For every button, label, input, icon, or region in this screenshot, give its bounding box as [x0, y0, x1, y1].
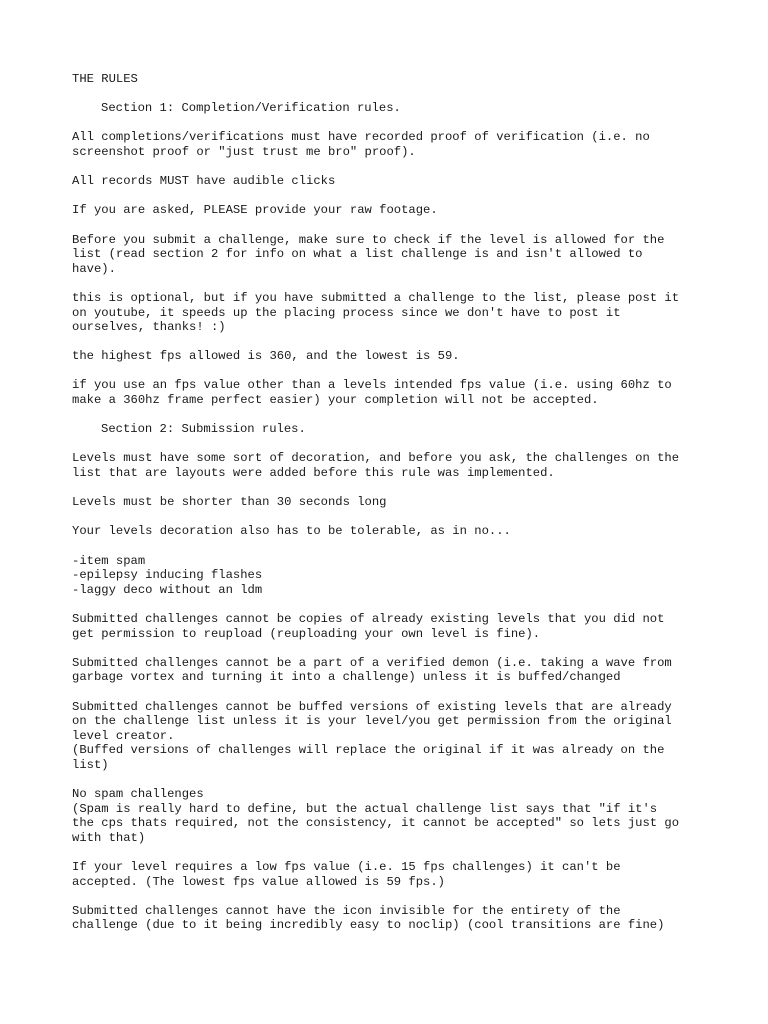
rule-text-line: If your level requires a low fps value (i.e. 15 fps challenges) it can't be [72, 860, 621, 875]
rule-text-line: list (read section 2 for info on what a list challenge is and isn't allowed to [72, 247, 643, 262]
rule-paragraph [72, 291, 708, 335]
document-title: THE RULES [72, 72, 138, 86]
section-2-heading: Section 2: Submission rules. [101, 422, 306, 437]
rule-paragraph [72, 524, 708, 539]
rule-text-line: get permission to reupload (reuploading your own level is fine). [72, 626, 541, 641]
rule-text-line: on the challenge list unless it is your level/you get permission from the original [72, 714, 672, 729]
rule-paragraph [72, 174, 708, 189]
rule-paragraph [72, 904, 708, 933]
rule-text-line: the highest fps allowed is 360, and the lowest is 59. [72, 349, 460, 364]
rule-text-line: Your levels decoration also has to be tolerable, as in no... [72, 524, 511, 539]
section-2-body [72, 451, 708, 933]
rule-text-line: If you are asked, PLEASE provide your raw footage. [72, 203, 438, 218]
section-1-body [72, 130, 708, 407]
rule-text-line: have). [72, 261, 116, 276]
rule-text-line: screenshot proof or "just trust me bro" proof). [72, 144, 416, 159]
rule-paragraph [72, 203, 708, 218]
rule-paragraph [72, 451, 708, 480]
document-title-block [72, 72, 708, 87]
rule-text-line: this is optional, but if you have submitted a challenge to the list, please post it [72, 290, 680, 305]
section-2-heading-block [72, 422, 708, 437]
rule-text-line: ourselves, thanks! :) [72, 320, 226, 335]
rule-paragraph [72, 349, 708, 364]
rule-paragraph [72, 700, 708, 773]
rule-text-line: All records MUST have audible clicks [72, 174, 336, 189]
rule-text-line: level creator. [72, 728, 175, 743]
rule-text-line: No spam challenges [72, 787, 204, 802]
rule-text-line: Before you submit a challenge, make sure to check if the level is allowed for the [72, 232, 665, 247]
rule-text-line: Levels must have some sort of decoration, and before you ask, the challenges on the [72, 451, 680, 466]
rule-paragraph [72, 860, 708, 889]
rule-text-line: Submitted challenges cannot be copies of already existing levels that you did not [72, 611, 665, 626]
rule-text-line: Submitted challenges cannot have the icon invisible for the entirety of the [72, 903, 621, 918]
rule-text-line: accepted. (The lowest fps value allowed is 59 fps.) [72, 874, 445, 889]
rule-paragraph [72, 656, 708, 685]
rule-text-line: with that) [72, 830, 146, 845]
rule-text-line: garbage vortex and turning it into a challenge) unless it is buffed/changed [72, 670, 621, 685]
rule-text-line: Submitted challenges cannot be a part of a verified demon (i.e. taking a wave from [72, 655, 672, 670]
rule-text-line: All completions/verifications must have recorded proof of verification (i.e. no [72, 130, 650, 145]
rule-text-line: -laggy deco without an ldm [72, 582, 263, 597]
rule-paragraph [72, 612, 708, 641]
rule-paragraph [72, 233, 708, 277]
rule-text-line: -epilepsy inducing flashes [72, 568, 263, 583]
section-1-heading: Section 1: Completion/Verification rules. [101, 101, 401, 116]
rule-text-line: list that are layouts were added before this rule was implemented. [72, 466, 555, 481]
rule-text-line: on youtube, it speeds up the placing process since we don't have to post it [72, 305, 621, 320]
rule-text-line: -item spam [72, 553, 146, 568]
rule-paragraph [72, 130, 708, 159]
rule-text-line: (Buffed versions of challenges will replace the original if it was already on the [72, 743, 665, 758]
section-1-heading-block [72, 101, 708, 116]
rule-text-line: Levels must be shorter than 30 seconds long [72, 495, 387, 510]
rule-text-line: the cps thats required, not the consistency, it cannot be accepted" so lets just go [72, 816, 680, 831]
rule-text-line: make a 360hz frame perfect easier) your completion will not be accepted. [72, 393, 599, 408]
rule-text-line: challenge (due to it being incredibly easy to noclip) (cool transitions are fine) [72, 918, 665, 933]
rule-paragraph [72, 554, 708, 598]
rule-text-line: if you use an fps value other than a levels intended fps value (i.e. using 60hz to [72, 378, 672, 393]
rule-paragraph [72, 787, 708, 845]
rule-text-line: list) [72, 757, 109, 772]
rule-text-line: (Spam is really hard to define, but the actual challenge list says that "if it's [72, 801, 658, 816]
rule-text-line: Submitted challenges cannot be buffed versions of existing levels that are already [72, 699, 672, 714]
rule-paragraph [72, 495, 708, 510]
rule-paragraph [72, 378, 708, 407]
